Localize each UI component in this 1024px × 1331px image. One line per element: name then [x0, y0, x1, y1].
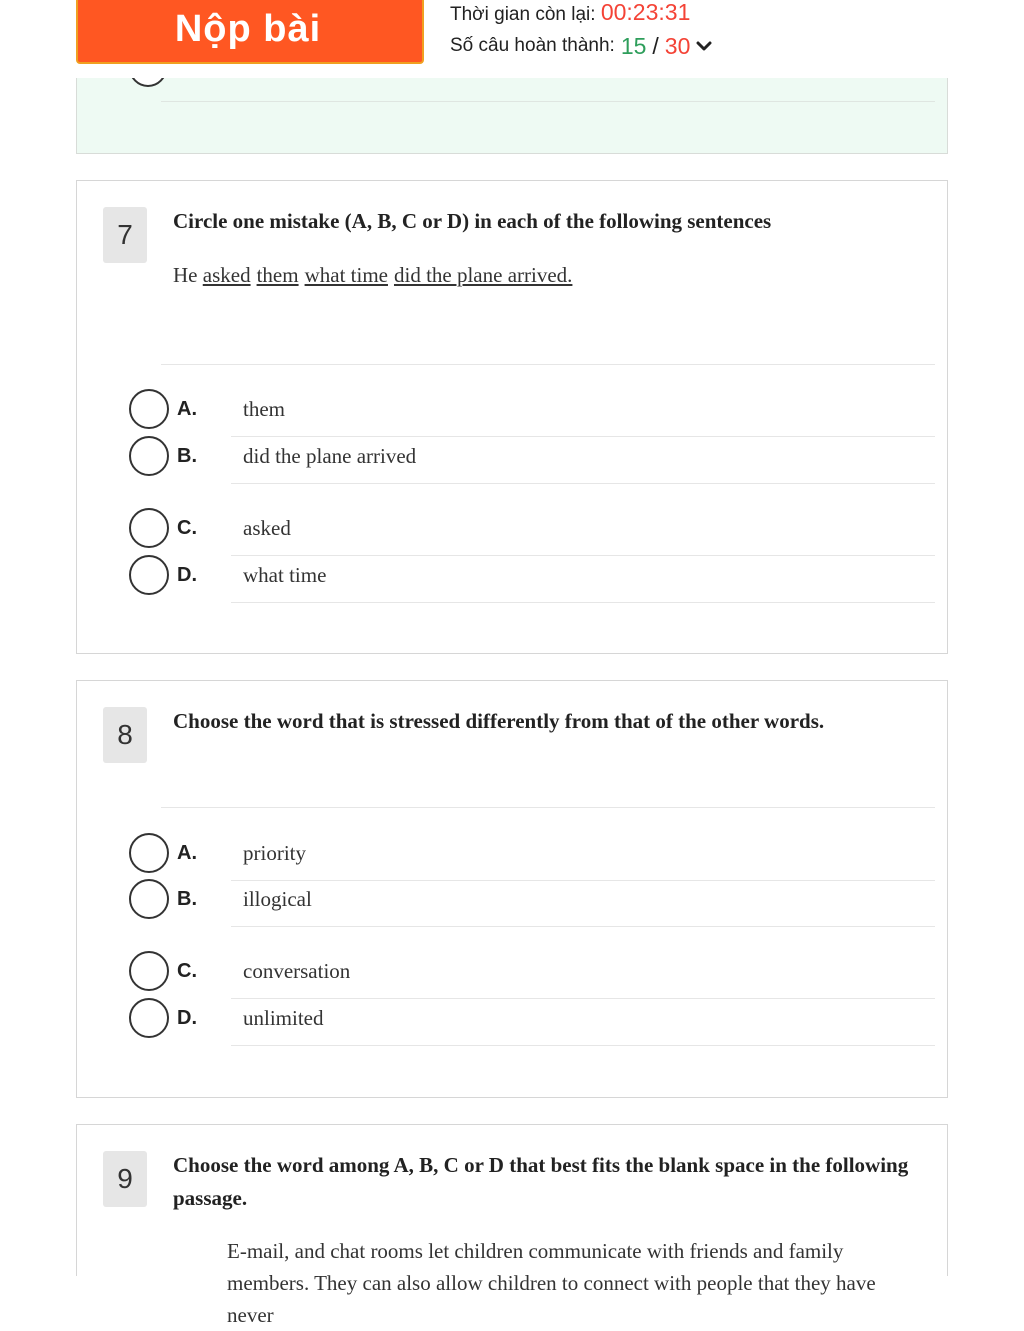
option-radio[interactable] — [129, 998, 169, 1038]
option-text: them — [243, 397, 285, 421]
option-divider — [231, 483, 935, 484]
question-card-7 — [76, 180, 948, 654]
option-letter: C. — [177, 517, 197, 539]
progress-separator: / — [652, 33, 659, 59]
option-d[interactable] — [129, 998, 935, 1046]
question-title: Circle one mistake (A, B, C or D) in each of the following sentences — [173, 209, 772, 233]
option-letter: A. — [177, 398, 197, 420]
option-radio[interactable] — [129, 879, 169, 919]
option-letter: B. — [177, 888, 197, 910]
option-text: unlimited — [243, 1006, 324, 1030]
timer-value: 00:23:31 — [600, 0, 691, 25]
option-letter: C. — [177, 960, 197, 982]
progress-indicator[interactable] — [450, 32, 712, 60]
question-divider — [161, 364, 935, 365]
question-number: 9 — [103, 1151, 147, 1207]
option-radio[interactable] — [129, 951, 169, 991]
sentence-part-underlined: asked — [202, 263, 251, 287]
option-radio[interactable] — [129, 436, 169, 476]
sentence-part: He — [173, 263, 198, 287]
option-text: conversation — [243, 959, 351, 983]
submit-button[interactable] — [76, 0, 424, 64]
question-number: 8 — [103, 707, 147, 763]
option-letter: D. — [177, 564, 197, 586]
option-c[interactable] — [129, 508, 935, 556]
progress-label: Số câu hoàn thành: — [450, 35, 615, 56]
option-text: what time — [243, 563, 327, 587]
progress-done: 15 — [620, 33, 647, 59]
progress-total: 30 — [664, 33, 691, 59]
option-radio[interactable] — [129, 833, 169, 873]
question-divider — [161, 807, 935, 808]
option-text: priority — [243, 841, 306, 865]
timer-label: Thời gian còn lại: — [450, 4, 596, 25]
option-letter: B. — [177, 445, 197, 467]
option-divider — [161, 101, 935, 102]
question-sentence — [173, 263, 578, 288]
option-c[interactable] — [129, 951, 935, 999]
sentence-part-underlined: what time — [304, 263, 388, 287]
option-radio[interactable] — [129, 508, 169, 548]
option-b[interactable] — [129, 436, 935, 484]
option-letter: D. — [177, 1007, 197, 1029]
sentence-part-underlined: them — [256, 263, 299, 287]
top-bar — [0, 0, 1024, 78]
option-b[interactable] — [129, 879, 935, 927]
option-d[interactable] — [129, 555, 935, 603]
option-text: illogical — [243, 887, 312, 911]
question-passage: E-mail, and chat rooms let children communicate with friends and family members. They can also allow children to connect with people that they have never — [227, 1239, 876, 1327]
chevron-down-icon[interactable] — [696, 40, 712, 52]
question-card-8 — [76, 680, 948, 1098]
option-text: did the plane arrived — [243, 444, 417, 468]
option-radio[interactable] — [129, 555, 169, 595]
question-card-9 — [76, 1124, 948, 1327]
option-a[interactable] — [129, 833, 935, 881]
option-divider — [231, 602, 935, 603]
sentence-part-underlined: did the plane arrived. — [393, 263, 573, 287]
option-divider — [231, 926, 935, 927]
option-text: asked — [243, 516, 291, 540]
question-number: 7 — [103, 207, 147, 263]
submit-button-label: Nộp bài — [174, 8, 322, 50]
question-title: Choose the word among A, B, C or D that best fits the blank space in the following passage. — [173, 1153, 909, 1210]
timer — [450, 0, 690, 27]
option-a[interactable] — [129, 389, 935, 437]
option-radio[interactable] — [129, 389, 169, 429]
option-divider — [231, 1045, 935, 1046]
question-title: Choose the word that is stressed differently from that of the other words. — [173, 709, 825, 733]
option-letter: A. — [177, 842, 197, 864]
